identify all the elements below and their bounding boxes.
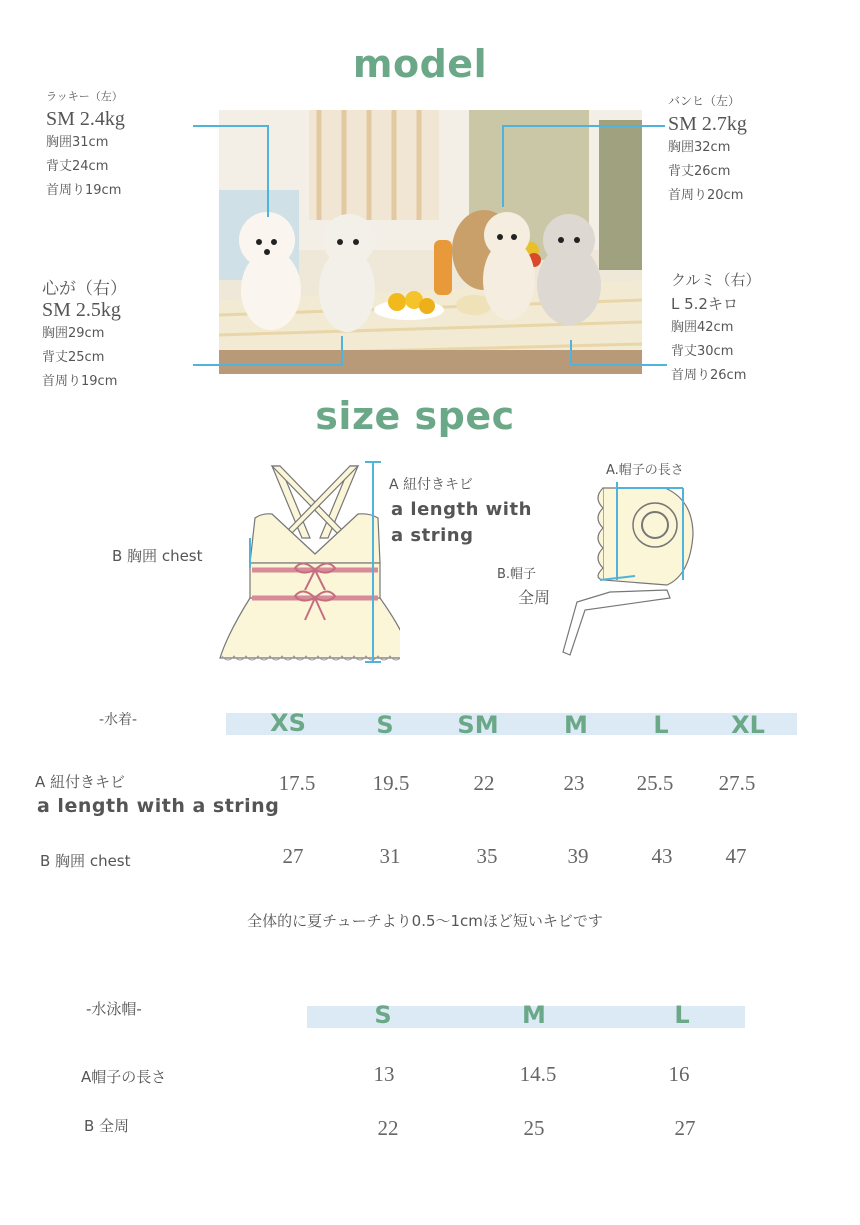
model-kurumi	[671, 268, 761, 388]
cap-row-a-value: 14.5	[519, 1062, 557, 1086]
swimsuit-row-b-value: 35	[476, 844, 498, 868]
connector-line	[502, 125, 504, 207]
size-spec-heading: size spec	[315, 394, 515, 438]
model-photo	[219, 110, 642, 374]
connector-line	[341, 336, 343, 366]
size-note: 全体的に夏チューチより0.5～1cmほど短いキビです	[247, 912, 603, 930]
model-neck: 首周り20cm	[668, 188, 744, 203]
swimsuit-diagram	[210, 458, 400, 670]
model-name: 心が（右）	[42, 279, 127, 299]
swimsuit-row-a-value: 22	[473, 771, 495, 795]
model-weight: SM 2.5kg	[42, 299, 121, 321]
cap-size: L	[674, 1001, 690, 1029]
connector-line	[193, 364, 343, 366]
swimsuit-row-a-label: A 紐付きキビ	[35, 773, 126, 791]
cap-row-b-value: 27	[674, 1116, 696, 1140]
swimsuit-size: M	[564, 711, 588, 739]
swimsuit-row-a-value: 25.5	[636, 771, 674, 795]
model-back: 背丈30cm	[671, 344, 734, 359]
cap-row-b-label: B 全周	[84, 1117, 130, 1135]
diagram-a-label-en: a length with a string	[391, 499, 532, 546]
model-heading: model	[352, 42, 488, 86]
connector-line	[570, 340, 572, 366]
diagram-hat-b2: 全周	[518, 588, 551, 607]
model-name: ラッキー（左）	[46, 90, 123, 103]
swimsuit-size: SM	[457, 711, 499, 739]
swimsuit-size: XS	[270, 709, 306, 737]
swimsuit-row-a-value: 23	[563, 771, 585, 795]
swimsuit-size: L	[653, 711, 669, 739]
cap-row-b-value: 22	[377, 1116, 399, 1140]
cap-size: M	[522, 1001, 546, 1029]
cap-row-a-value: 16	[668, 1062, 690, 1086]
swimsuit-row-b-value: 39	[567, 844, 589, 868]
model-neck: 首周り19cm	[46, 183, 122, 198]
connector-line	[570, 364, 667, 366]
cap-title: -水泳帽-	[86, 1000, 142, 1018]
model-name: バンヒ（左）	[668, 94, 741, 108]
swimsuit-size: S	[376, 711, 394, 739]
model-neck: 首周り26cm	[671, 368, 747, 383]
cap-row-b-value: 25	[523, 1116, 545, 1140]
swimsuit-title: -水着-	[99, 712, 138, 728]
swimsuit-row-b-label: B 胸囲 chest	[40, 852, 131, 870]
connector-line	[502, 125, 665, 127]
diagram-a-label: A 紐付きキビ	[389, 477, 474, 493]
model-banhi	[668, 92, 747, 208]
swimsuit-row-a-value: 19.5	[372, 771, 410, 795]
swimsuit-row-b-value: 43	[651, 844, 673, 868]
cap-size: S	[374, 1001, 392, 1029]
cap-row-a-value: 13	[373, 1062, 395, 1086]
model-back: 背丈26cm	[668, 164, 731, 179]
model-weight: SM 2.4kg	[46, 108, 125, 130]
model-back: 背丈25cm	[42, 350, 105, 365]
swimsuit-size: XL	[731, 711, 765, 739]
swimsuit-row-a-label-en: a length with a string	[37, 795, 280, 817]
model-chest: 胸囲29cm	[42, 326, 105, 341]
hat-diagram	[555, 480, 705, 660]
model-neck: 首周り19cm	[42, 374, 118, 389]
connector-line	[267, 125, 269, 217]
model-chest: 胸囲42cm	[671, 320, 734, 335]
model-weight: L 5.2キロ	[671, 295, 738, 313]
diagram-hat-a: A.帽子の長さ	[606, 463, 684, 478]
cap-row-a-label: A帽子の長さ	[81, 1068, 167, 1086]
diagram-b-label: B 胸囲 chest	[112, 547, 203, 565]
model-lucky	[46, 88, 125, 203]
model-chest: 胸囲31cm	[46, 135, 109, 150]
swimsuit-row-b-value: 27	[282, 844, 304, 868]
model-name: クルミ（右）	[671, 271, 761, 289]
model-chest: 胸囲32cm	[668, 140, 731, 155]
swimsuit-row-a-value: 27.5	[718, 771, 756, 795]
diagram-hat-b: B.帽子	[497, 567, 537, 582]
swimsuit-row-b-value: 31	[379, 844, 401, 868]
model-weight: SM 2.7kg	[668, 113, 747, 135]
model-back: 背丈24cm	[46, 159, 109, 174]
swimsuit-row-b-value: 47	[725, 844, 747, 868]
swimsuit-row-a-value: 17.5	[278, 771, 316, 795]
connector-line	[193, 125, 269, 127]
model-kokoga	[42, 274, 127, 394]
